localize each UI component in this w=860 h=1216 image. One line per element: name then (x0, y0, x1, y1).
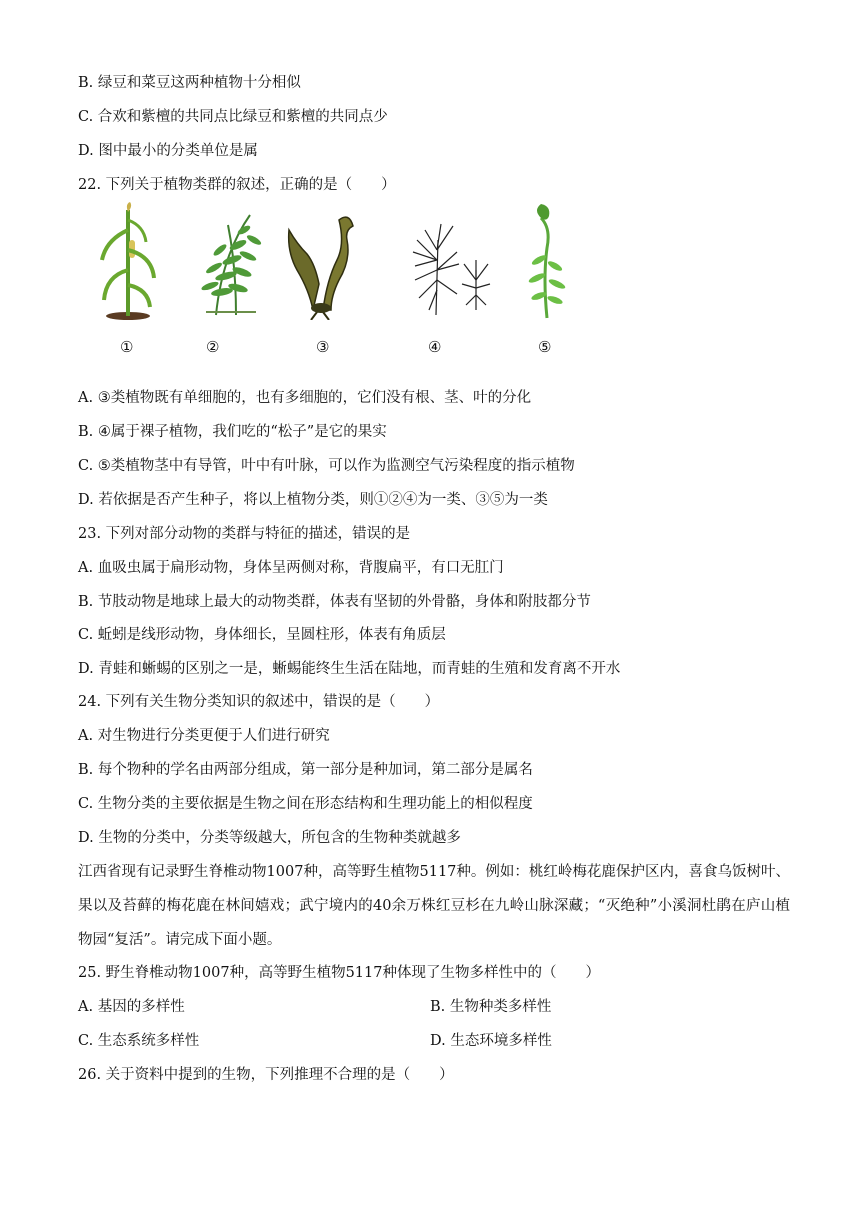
figure-label-2: ② (206, 338, 220, 356)
q24-option-a: A. 对生物进行分类更便于人们进行研究 (78, 728, 330, 744)
figure-label-3: ③ (316, 338, 330, 356)
q23-option-b: B. 节肢动物是地球上最大的动物类群，体表有坚韧的外骨骼，身体和附肢都分节 (78, 594, 591, 610)
moss-plant-image (523, 200, 573, 320)
q22-option-a: A. ③类植物既有单细胞的，也有多细胞的，它们没有根、茎、叶的分化 (78, 390, 532, 406)
q22-stem: 22. 下列关于植物类群的叙述，正确的是（ ） (78, 177, 396, 193)
q23-stem: 23. 下列对部分动物的类群与特征的描述，错误的是 (78, 526, 411, 542)
plant-figure (78, 200, 598, 370)
corn-plant-image (98, 200, 158, 320)
q25-option-b: B. 生物种类多样性 (430, 999, 552, 1015)
q23-option-c: C. 蚯蚓是线形动物，身体细长，呈圆柱形，体表有角质层 (78, 627, 446, 643)
figure-label-1: ① (120, 338, 134, 356)
q25-option-c: C. 生态系统多样性 (78, 1033, 200, 1049)
q21-option-c: C. 合欢和紫檀的共同点比绿豆和紫檀的共同点少 (78, 109, 388, 125)
q21-option-d: D. 图中最小的分类单位是属 (78, 143, 258, 159)
q24-option-c: C. 生物分类的主要依据是生物之间在形态结构和生理功能上的相似程度 (78, 796, 533, 812)
q23-option-d: D. 青蛙和蜥蜴的区别之一是，蜥蜴能终生生活在陆地，而青蛙的生殖和发育离不开水 (78, 661, 621, 677)
q21-option-b: B. 绿豆和菜豆这两种植物十分相似 (78, 75, 301, 91)
q24-option-b: B. 每个物种的学名由两部分组成，第一部分是种加词，第二部分是属名 (78, 762, 533, 778)
q22-option-c: C. ⑤类植物茎中有导管，叶中有叶脉，可以作为监测空气污染程度的指示植物 (78, 458, 575, 474)
q22-option-b: B. ④属于裸子植物，我们吃的“松子”是它的果实 (78, 424, 387, 440)
pine-branch-image (406, 200, 496, 320)
q24-option-d: D. 生物的分类中，分类等级越大，所包含的生物种类就越多 (78, 830, 461, 846)
q22-option-d: D. 若依据是否产生种子，将以上植物分类，则①②④为一类、③⑤为一类 (78, 492, 548, 508)
reading-passage: 江西省现有记录野生脊椎动物1007种，高等野生植物5117种。例如：桃红岭梅花鹿保护区内，喜食乌饭树叶、果以及苔藓的梅花鹿在林间嬉戏；武宁境内的40余万株红豆杉在九岭山脉深藏；“灭绝种”小溪洞杜鹃在庐山植物园“复活”。请完成下面小题。 (78, 864, 790, 948)
alga-plant-image (283, 200, 363, 320)
figure-label-4: ④ (428, 338, 442, 356)
q24-stem: 24. 下列有关生物分类知识的叙述中，错误的是（ ） (78, 694, 440, 710)
q26-stem: 26. 关于资料中提到的生物，下列推理不合理的是（ ） (78, 1067, 454, 1083)
q23-option-a: A. 血吸虫属于扁形动物，身体呈两侧对称，背腹扁平，有口无肛门 (78, 560, 504, 576)
q25-option-d: D. 生态环境多样性 (430, 1033, 552, 1049)
q25-stem: 25. 野生脊椎动物1007种，高等野生植物5117种体现了生物多样性中的（ ） (78, 965, 600, 981)
q25-option-a: A. 基因的多样性 (78, 999, 185, 1015)
figure-label-5: ⑤ (538, 338, 552, 356)
fern-plant-image (196, 200, 271, 320)
